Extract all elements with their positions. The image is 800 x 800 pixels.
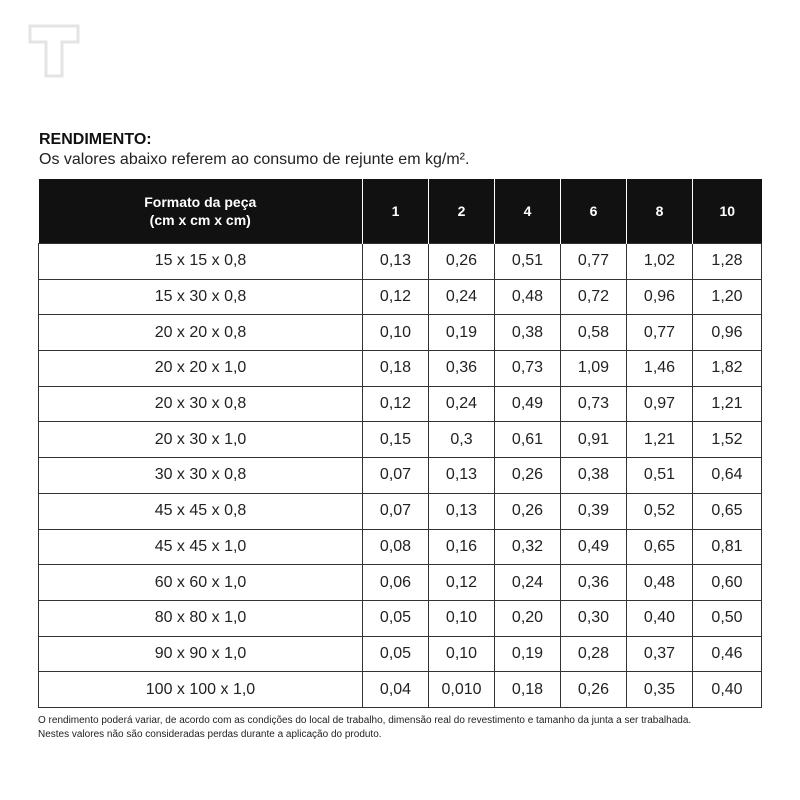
value-cell: 0,12 <box>363 386 429 422</box>
value-cell: 0,15 <box>363 422 429 458</box>
column-header: 6 <box>561 179 627 244</box>
value-cell: 0,24 <box>495 565 561 601</box>
format-header-units: (cm x cm x cm) <box>149 212 251 228</box>
value-cell: 0,73 <box>561 386 627 422</box>
value-cell: 1,28 <box>693 244 762 280</box>
value-cell: 0,20 <box>495 600 561 636</box>
value-cell: 0,04 <box>363 672 429 708</box>
value-cell: 0,30 <box>561 600 627 636</box>
footnote-line: Nestes valores não são consideradas perdas durante a aplicação do produto. <box>38 729 382 740</box>
value-cell: 0,12 <box>429 565 495 601</box>
value-cell: 0,65 <box>693 493 762 529</box>
column-header-format <box>39 179 363 244</box>
format-cell: 90 x 90 x 1,0 <box>39 636 363 672</box>
format-cell: 100 x 100 x 1,0 <box>39 672 363 708</box>
format-header-label: Formato da peça <box>144 194 257 210</box>
table-row <box>39 636 762 672</box>
value-cell: 0,18 <box>495 672 561 708</box>
table-row <box>39 244 762 280</box>
column-header: 1 <box>363 179 429 244</box>
value-cell: 0,48 <box>627 565 693 601</box>
value-cell: 0,77 <box>561 244 627 280</box>
value-cell: 0,48 <box>495 279 561 315</box>
value-cell: 0,52 <box>627 493 693 529</box>
format-cell: 45 x 45 x 0,8 <box>39 493 363 529</box>
value-cell: 0,07 <box>363 458 429 494</box>
section-subtitle: Os valores abaixo referem ao consumo de rejunte em kg/m². <box>39 151 470 168</box>
value-cell: 0,32 <box>495 529 561 565</box>
value-cell: 0,38 <box>495 315 561 351</box>
format-cell: 20 x 30 x 0,8 <box>39 386 363 422</box>
value-cell: 0,19 <box>429 315 495 351</box>
value-cell: 0,35 <box>627 672 693 708</box>
value-cell: 0,50 <box>693 600 762 636</box>
format-cell: 20 x 30 x 1,0 <box>39 422 363 458</box>
section-title: RENDIMENTO: <box>39 131 152 148</box>
value-cell: 0,81 <box>693 529 762 565</box>
column-header: 2 <box>429 179 495 244</box>
value-cell: 0,49 <box>495 386 561 422</box>
value-cell: 1,21 <box>627 422 693 458</box>
value-cell: 0,10 <box>429 636 495 672</box>
value-cell: 0,26 <box>495 493 561 529</box>
value-cell: 0,13 <box>429 493 495 529</box>
value-cell: 1,46 <box>627 351 693 387</box>
table-row <box>39 315 762 351</box>
value-cell: 0,60 <box>693 565 762 601</box>
value-cell: 1,20 <box>693 279 762 315</box>
value-cell: 0,64 <box>693 458 762 494</box>
value-cell: 0,36 <box>561 565 627 601</box>
value-cell: 1,02 <box>627 244 693 280</box>
value-cell: 0,36 <box>429 351 495 387</box>
value-cell: 0,58 <box>561 315 627 351</box>
table-row <box>39 672 762 708</box>
value-cell: 0,06 <box>363 565 429 601</box>
value-cell: 1,82 <box>693 351 762 387</box>
value-cell: 1,21 <box>693 386 762 422</box>
table-row <box>39 565 762 601</box>
value-cell: 0,97 <box>627 386 693 422</box>
value-cell: 0,05 <box>363 600 429 636</box>
format-cell: 45 x 45 x 1,0 <box>39 529 363 565</box>
value-cell: 0,10 <box>429 600 495 636</box>
value-cell: 0,51 <box>627 458 693 494</box>
value-cell: 0,46 <box>693 636 762 672</box>
value-cell: 0,10 <box>363 315 429 351</box>
format-cell: 20 x 20 x 0,8 <box>39 315 363 351</box>
value-cell: 0,24 <box>429 279 495 315</box>
format-cell: 20 x 20 x 1,0 <box>39 351 363 387</box>
format-cell: 60 x 60 x 1,0 <box>39 565 363 601</box>
format-cell: 15 x 15 x 0,8 <box>39 244 363 280</box>
format-cell: 30 x 30 x 0,8 <box>39 458 363 494</box>
table-header-row <box>39 179 762 244</box>
value-cell: 0,16 <box>429 529 495 565</box>
value-cell: 0,61 <box>495 422 561 458</box>
value-cell: 0,26 <box>429 244 495 280</box>
value-cell: 0,38 <box>561 458 627 494</box>
format-cell: 15 x 30 x 0,8 <box>39 279 363 315</box>
value-cell: 0,24 <box>429 386 495 422</box>
value-cell: 0,51 <box>495 244 561 280</box>
yield-table <box>38 179 762 708</box>
table-row <box>39 422 762 458</box>
value-cell: 0,91 <box>561 422 627 458</box>
value-cell: 0,010 <box>429 672 495 708</box>
value-cell: 0,19 <box>495 636 561 672</box>
table-row <box>39 529 762 565</box>
value-cell: 0,12 <box>363 279 429 315</box>
table-row <box>39 600 762 636</box>
table-row <box>39 351 762 387</box>
table-row <box>39 493 762 529</box>
column-header: 10 <box>693 179 762 244</box>
column-header: 8 <box>627 179 693 244</box>
value-cell: 0,77 <box>627 315 693 351</box>
value-cell: 0,73 <box>495 351 561 387</box>
value-cell: 0,96 <box>627 279 693 315</box>
value-cell: 0,40 <box>627 600 693 636</box>
footnote <box>38 714 691 742</box>
value-cell: 0,65 <box>627 529 693 565</box>
value-cell: 0,96 <box>693 315 762 351</box>
value-cell: 0,49 <box>561 529 627 565</box>
value-cell: 0,07 <box>363 493 429 529</box>
value-cell: 0,28 <box>561 636 627 672</box>
footnote-line: O rendimento poderá variar, de acordo com as condições do local de trabalho, dimensão real do revestimento e tamanho da junta a ser trabalhada. <box>38 715 692 726</box>
value-cell: 0,08 <box>363 529 429 565</box>
value-cell: 0,13 <box>429 458 495 494</box>
value-cell: 1,09 <box>561 351 627 387</box>
value-cell: 0,37 <box>627 636 693 672</box>
column-header: 4 <box>495 179 561 244</box>
value-cell: 0,3 <box>429 422 495 458</box>
value-cell: 0,26 <box>561 672 627 708</box>
format-cell: 80 x 80 x 1,0 <box>39 600 363 636</box>
value-cell: 0,18 <box>363 351 429 387</box>
t-logo-icon <box>22 18 86 82</box>
value-cell: 0,05 <box>363 636 429 672</box>
table-row <box>39 458 762 494</box>
table-row <box>39 279 762 315</box>
value-cell: 0,26 <box>495 458 561 494</box>
value-cell: 0,72 <box>561 279 627 315</box>
value-cell: 0,39 <box>561 493 627 529</box>
value-cell: 0,13 <box>363 244 429 280</box>
table-row <box>39 386 762 422</box>
value-cell: 1,52 <box>693 422 762 458</box>
value-cell: 0,40 <box>693 672 762 708</box>
